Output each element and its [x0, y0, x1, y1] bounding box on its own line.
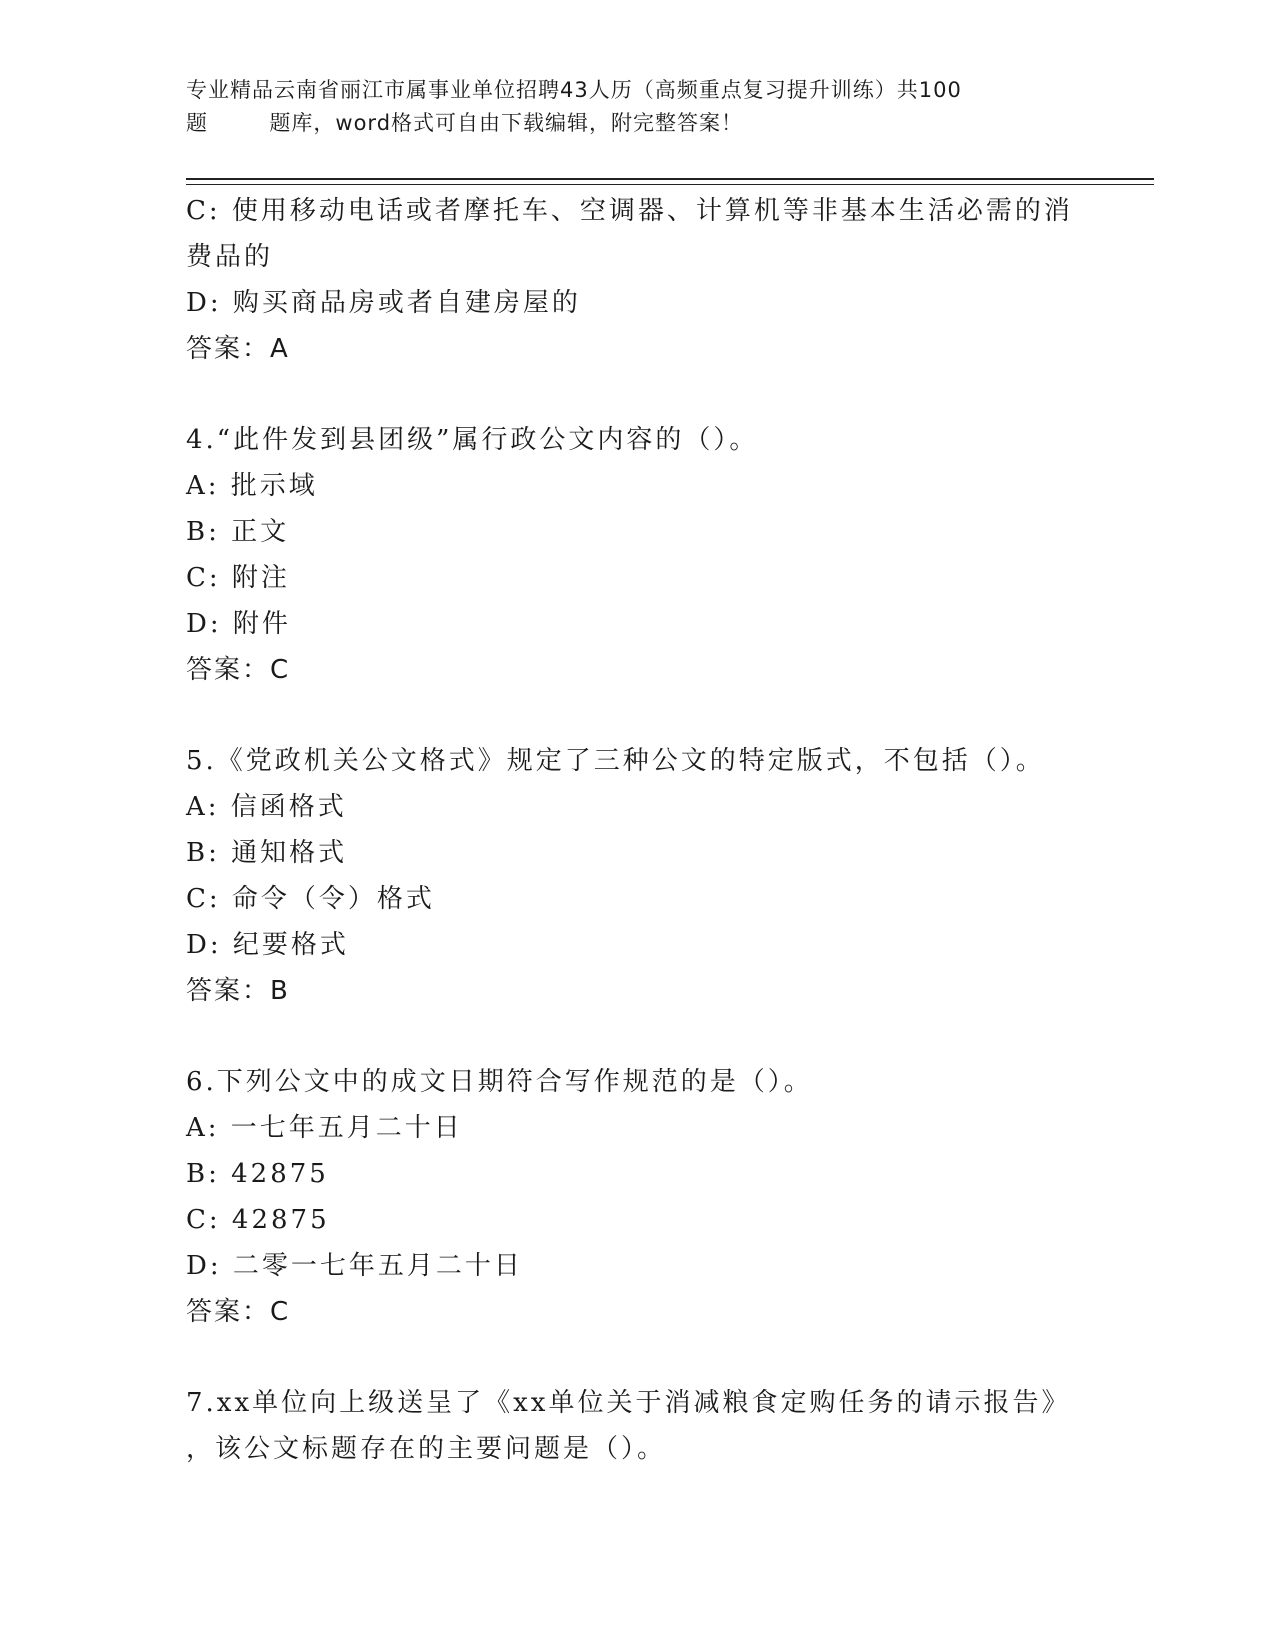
document-header — [186, 74, 1086, 140]
q6-option-a: A: 一七年五月二十日 — [186, 1113, 463, 1143]
question-5-block — [186, 738, 1086, 1014]
question-7-block — [186, 1380, 1086, 1472]
q3-option-d: D: 购买商品房或者自建房屋的 — [186, 288, 581, 318]
header-divider-thin — [186, 184, 1154, 185]
q7-question-line-1: 7.xx单位向上级送呈了《xx单位关于消减粮食定购任务的请示报告》 — [186, 1388, 1071, 1418]
q5-option-a: A: 信函格式 — [186, 792, 347, 822]
q3-option-c-line-1: C: 使用移动电话或者摩托车、空调器、计算机等非基本生活必需的消 — [186, 196, 1073, 226]
q5-option-b: B: 通知格式 — [186, 838, 348, 868]
q5-option-d: D: 纪要格式 — [186, 930, 349, 960]
q5-option-c: C: 命令（令）格式 — [186, 884, 435, 914]
header-title-line-1: 专业精品云南省丽江市属事业单位招聘43人历（高频重点复习提升训练）共100 — [186, 78, 962, 102]
q4-answer: 答案：C — [186, 655, 291, 685]
q4-question: 4.“此件发到县团级”属行政公文内容的（）。 — [186, 425, 759, 455]
q7-question-line-2: ，该公文标题存在的主要问题是（）。 — [186, 1434, 667, 1464]
q3-answer: 答案：A — [186, 334, 290, 364]
q6-option-c: C: 42875 — [186, 1205, 330, 1235]
q5-answer: 答案：B — [186, 976, 290, 1006]
spacer — [186, 1014, 1086, 1059]
q3-option-c-line-2: 费品的 — [186, 242, 274, 272]
q5-question: 5.《党政机关公文格式》规定了三种公文的特定版式，不包括（）。 — [186, 746, 1045, 776]
header-divider-thick — [186, 178, 1154, 180]
spacer — [186, 693, 1086, 738]
spacer — [186, 1335, 1086, 1380]
q6-option-b: B: 42875 — [186, 1159, 329, 1189]
question-3-block — [186, 188, 1086, 372]
q4-option-a: A: 批示域 — [186, 471, 318, 501]
document-body — [186, 188, 1086, 1472]
q4-option-d: D: 附件 — [186, 609, 291, 639]
q4-option-b: B: 正文 — [186, 517, 290, 547]
spacer — [186, 372, 1086, 417]
header-title-line-2: 题 题库，word格式可自由下载编辑，附完整答案！ — [186, 111, 744, 135]
q6-question: 6.下列公文中的成文日期符合写作规范的是（）。 — [186, 1067, 813, 1097]
q6-answer: 答案：C — [186, 1297, 291, 1327]
question-6-block — [186, 1059, 1086, 1335]
q4-option-c: C: 附注 — [186, 563, 290, 593]
question-4-block — [186, 417, 1086, 693]
q6-option-d: D: 二零一七年五月二十日 — [186, 1251, 523, 1281]
